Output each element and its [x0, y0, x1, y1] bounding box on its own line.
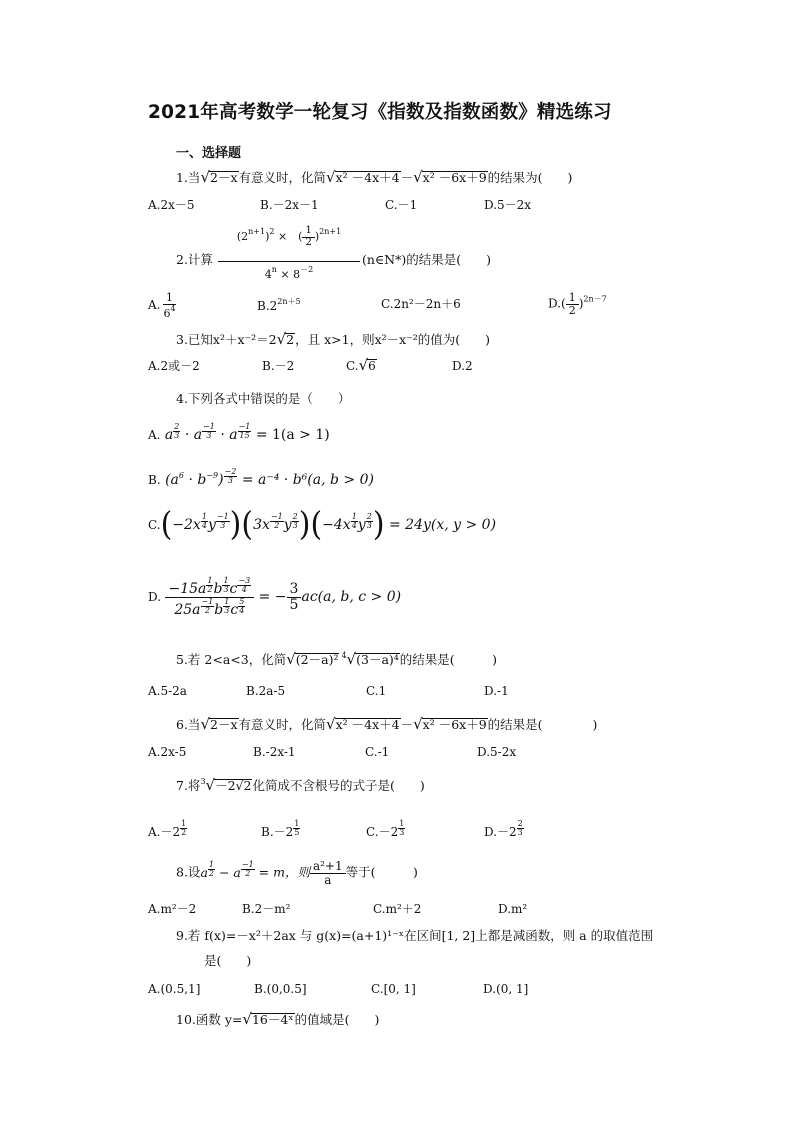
q5-option-b: B.2a-5 [246, 684, 286, 698]
question-6: 6.当√2－x有意义时，化简√x² －4x＋4－√x² －6x＋9的结果是( ) [176, 715, 598, 733]
q2-tail: (n∈N*)的结果是( ) [362, 252, 491, 267]
question-7: 7.将$^3$√－2√2化简成不含根号的式子是( ) [176, 776, 425, 794]
question-3: 3.已知x²＋x⁻²＝2√2，且 x>1，则x²－x⁻²的值为( ) [176, 330, 491, 348]
q3-option-c: C.√6 [346, 356, 376, 374]
question-9-line-1: 9.若 f(x)=－x²＋2ax 与 g(x)=(a+1)¹⁻ˣ在区间[1, 2]上都是减函数，则 a 的取值范围 [176, 928, 654, 943]
q5-option-a: A.5-2a [148, 684, 187, 698]
q1-option-c: C.－1 [385, 198, 418, 212]
q8-option-c: C.m²＋2 [373, 902, 422, 916]
page-title: 2021年高考数学一轮复习《指数及指数函数》精选练习 [148, 102, 612, 123]
q9-option-a: A.(0.5,1] [148, 982, 201, 996]
q4-option-d: D. −15a $\frac{1}{2}$ b $\frac{1}{3}$ c $\frac{-3}{4}$ 25a $\frac{-1}{2}$ b $\frac{1}{3}$ c $\frac{5}{4}$ = − $\frac{3}{5}$ ac(a, b, c > 0) [148, 576, 402, 618]
q3-option-b: B.－2 [262, 359, 295, 373]
q4-option-b: B. $(a^6 \cdot b^{-9})$ $\frac{-2}{3}$ = a⁻⁴ · b⁶(a, b > 0) [148, 467, 374, 488]
question-2-label: 2.计算 [176, 252, 213, 267]
q8-option-d: D.m² [498, 902, 528, 916]
q4-option-c: C.(−2x $\frac{1}{4}$ y $\frac{-1}{3}$ )(3x $\frac{-1}{2}$ y $\frac{2}{3}$ )(−4x $\frac{1}{4}$ y $\frac{2}{3}$ ) = 24y(x, y > 0) [148, 505, 497, 544]
question-9-line-2: 是( ) [204, 953, 252, 968]
q8-option-a: A.m²－2 [148, 902, 197, 916]
q1-option-d: D.5－2x [484, 198, 532, 212]
q3-option-d: D.2 [452, 359, 473, 373]
q2-option-c: C.2n²－2n＋6 [381, 297, 461, 311]
q2-option-a: A. $\frac{1}{6^4}$ [148, 291, 176, 320]
q7-option-c: C.－2 $\frac{1}{3}$ [366, 819, 405, 839]
q1-option-b: B.－2x－1 [260, 198, 319, 212]
question-4: 4.下列各式中错误的是（ ） [176, 391, 351, 406]
q5-option-d: D.-1 [484, 684, 509, 698]
q2-option-d: D.( $\frac{1}{2}$ )$^{2n-7}$ [548, 291, 607, 317]
q2-numerator: $(2^{n+1})^2$ × ( $\frac{1}{2}$ )$^{2n+1}$ [236, 225, 342, 248]
q7-option-b: B.－2 $\frac{1}{5}$ [261, 819, 300, 839]
q9-option-d: D.(0, 1] [483, 982, 529, 996]
question-10: 10.函数 y=√16－4ˣ的值域是( ) [176, 1010, 380, 1028]
q7-option-d: D.－2 $\frac{2}{3}$ [484, 819, 523, 839]
q6-option-b: B.-2x-1 [253, 745, 296, 759]
question-1: 1.当√2－x有意义时，化简√x² －4x＋4－√x² －6x＋9的结果为( ) [176, 168, 573, 186]
q7-option-a: A.－2 $\frac{1}{2}$ [148, 819, 187, 839]
q2-option-b: $B.2^{2n+5}$ [257, 297, 301, 313]
q6-option-d: D.5-2x [477, 745, 517, 759]
q2-denominator: $4^n \times 8^{-2}$ [264, 265, 314, 281]
q8-option-b: B.2－m² [242, 902, 291, 916]
section-heading: 一、选择题 [176, 146, 242, 161]
question-8: 8.设a $\frac{1}{2}$ − a $\frac{-1}{2}$ = m，则 $\frac{\text{a²+1}}{a}$ 等于( ) [176, 859, 418, 887]
q2-fraction-bar [218, 261, 360, 262]
q5-option-c: C.1 [366, 684, 387, 698]
q9-option-c: C.[0, 1] [371, 982, 416, 996]
q6-option-a: A.2x-5 [148, 745, 187, 759]
q6-option-c: C.-1 [365, 745, 390, 759]
q9-option-b: B.(0,0.5] [254, 982, 307, 996]
q3-option-a: A.2或－2 [148, 359, 200, 373]
question-5: 5.若 2<a<3，化简√(2－a)² $^4$√(3－a)⁴的结果是( ) [176, 650, 498, 668]
q1-option-a: A.2x－5 [148, 198, 195, 212]
q4-option-a: A. a $\frac{2}{3}$ · a $\frac{-1}{3}$ · a $\frac{-1}{15}$ = 1(a > 1) [148, 422, 330, 443]
